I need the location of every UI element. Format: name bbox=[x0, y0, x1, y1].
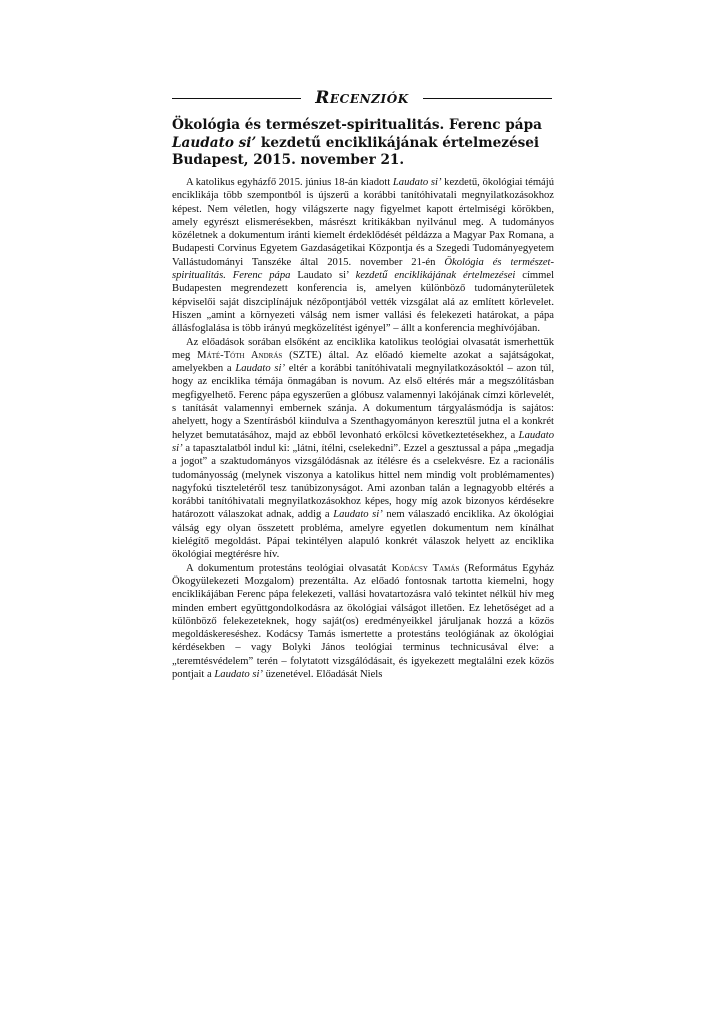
title-line-2: kezdetű enciklikájának értelmezései bbox=[256, 134, 540, 151]
header-rule-left bbox=[172, 98, 301, 99]
title-line-1: Ökológia és természet-spiritualitás. Ferenc pápa bbox=[172, 117, 542, 133]
section-label: Recenziók bbox=[315, 88, 409, 108]
paragraph-1 bbox=[172, 176, 554, 336]
article-title bbox=[172, 117, 554, 170]
section-header bbox=[172, 84, 552, 112]
italic-run: Laudato si’ bbox=[333, 509, 383, 521]
italic-run: Laudato si’ bbox=[214, 668, 263, 680]
author-name: Kodácsy Tamás bbox=[391, 562, 460, 574]
text-run: nem válaszadó enciklika. Az ökológiai válság egy olyan összetett probléma, amelyre egyetlen dokumentum nem kínálhat kielégítő megoldást. Pápai tekintélyen alapuló konkrét válaszok helyett az enciklika ökológiai megtérésre hív. bbox=[172, 509, 554, 561]
italic-run: Ökológia és természet-spiritualitás. Ferenc pápa bbox=[172, 256, 554, 282]
italic-run: kezdetű enciklikájának értelmezései bbox=[355, 270, 516, 282]
text-run: kezdetű, ökológiai témájú enciklikája több szempontból is újszerű a korábbi tanítóhivatali megnyilatkozásokhoz képest. Nem véletlen, hogy világszerte nagy figyelmet kapott értelmiségi körökben, amely egyrészt elismerésekben, másrészt kritikákban nyilvánul meg. A tudományos közéletnek a dokumentum iránti kiemelt érdeklődését példázza a Magyar Pax Romana, a Budapesti Corvinus Egyetem Gazdaságetikai Központja és a Szegedi Tudományegyetem Vallástudományi Tanszéke által 2015. november 21-én bbox=[172, 177, 554, 268]
text-run: Laudato si’ bbox=[290, 270, 356, 282]
title-laudato-si: Laudato si’ bbox=[172, 134, 257, 151]
text-run: (Református Egyház Ökogyülekezeti Mozgalom) prezentálta. Az előadó fontosnak tartotta kiemelni, hogy enciklikájában Ferenc pápa felekezeti, vallási hovatartozásra való tekintet nélkül hív meg minden embert együttgondolkodásra az ökológiai válságot illetően. Ez lehetőséget ad a különböző felekezeteknek, hogy saját(os) eredményeikkel járuljanak hozzá a közös megoldáskereséshez. Kodácsy Tamás ismertette a protestáns teológiának az ökológiai kérdésekben – vagy Bolyki János teológiai terminus technicusával élve: a „teremtésvédelem” terén – folytatott vizsgálódásait, és igyekezett megtalálni ezek közös pontjait a bbox=[172, 562, 554, 680]
title-line-3: Budapest, 2015. november 21. bbox=[172, 152, 405, 168]
italic-run: Laudato si’ bbox=[392, 177, 442, 188]
text-run: üzenetével. Előadását Niels bbox=[262, 668, 383, 680]
author-name: Máté-Tóth András bbox=[197, 349, 283, 361]
paragraph-2 bbox=[172, 336, 554, 562]
text-run: eltér a korábbi tanítóhivatali megnyilatkozásoktól – azon túl, hogy az enciklika témája önmagában is novum. Az első eltérés már a megszólításban megfigyelhető. Ferenc pápa egyszerűen a glóbusz valamennyi lakójának címzi körlevelét, s tanítását valamennyi embernek szánja. A dokumentum tárgyalásmódja is sajátos: ahelyett, hogy a Szentírásból kiindulva a Szenthagyományon keresztül jutna el a konkrét helyzet bemutatásához, majd az ebből levonható erkölcsi következtetésekhez, a bbox=[172, 363, 555, 441]
text-run: A dokumentum protestáns teológiai olvasatát bbox=[186, 562, 392, 574]
text-run: A katolikus egyházfő 2015. június 18-án kiadott bbox=[186, 177, 393, 188]
text-run: a tapasztalatból indul ki: „látni, ítélni, cselekedni”. Ezzel a gesztussal a pápa „megadja a jogot” a szaktudományos vizsgálódásnak az ítélésre és a cselekvésre. Ez a racionális tudományosság (melynek viszonya a katolikus hittel nem mindig volt problémamentes) nagyfokú tiszteletéről tesz tanúbizonyságot. Ami azonban talán a legnagyobb eltérés a korábbi tanítóhivatali megnyilatkozásokhoz képes, hogy míg azok bizonyos kérdésekre határozott válaszokat adnak, addig a bbox=[172, 442, 554, 521]
text-run: címmel Budapesten megrendezett konferencia is, amelyen különböző tudományterületek képviselői saját diszciplínájuk nézőpontjából vették vizsgálat alá az említett körlevelet. Hiszen „amint a környezeti válság nem ismer vallási és felekezeti határokat, a pápa állásfoglalása is több irányú megközelítést igényel” – állt a konferencia meghívójában. bbox=[172, 270, 555, 335]
text-run: (SZTE) által. Az előadó kiemelte azokat a sajátságokat, amelyekben a bbox=[172, 349, 555, 375]
paragraph-3 bbox=[172, 562, 554, 682]
italic-run: Laudato si’ bbox=[172, 429, 554, 454]
article-body bbox=[172, 176, 554, 681]
text-run: Az előadások sorában elsőként az enciklika katolikus teológiai olvasatát ismerhettük meg bbox=[172, 336, 554, 361]
italic-run: Laudato si’ bbox=[235, 363, 285, 375]
header-rule-right bbox=[423, 98, 552, 99]
